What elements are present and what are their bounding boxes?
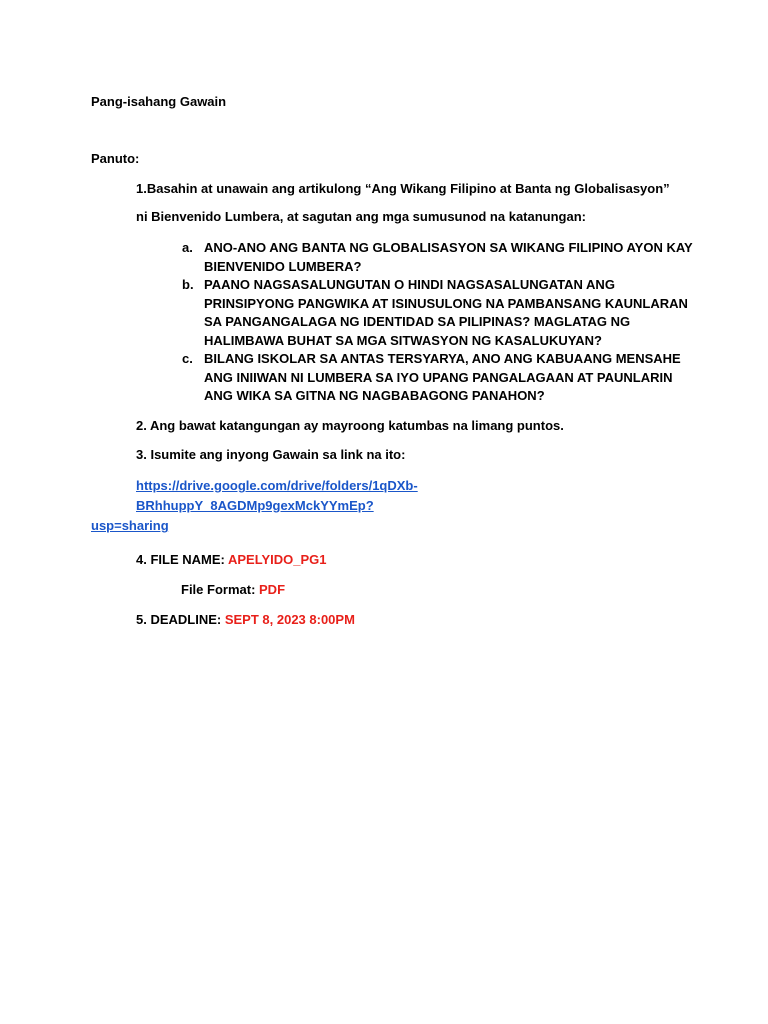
question-text: PAANO NAGSASALUNGUTAN O HINDI NAGSASALUNGATAN ANG PRINSIPYONG PANGWIKA AT ISINUSULONG NA PAMBANSANG KAUNLARAN SA PANGANGALAGA NG IDENTIDAD SA PILIPINAS? MAGLATAG NG HALIMBAWA BUHAT SA MGA SITWASYON NG KASALUKUYAN? xyxy=(204,277,688,348)
instruction-1-line-1: 1.Basahin at unawain ang artikulong “Ang Wikang Filipino at Banta ng Globalisasyon” xyxy=(136,181,670,196)
file-format-value: PDF xyxy=(259,582,286,597)
panuto-heading: Panuto: xyxy=(91,151,140,166)
file-name-label: 4. FILE NAME: xyxy=(136,552,228,567)
question-list xyxy=(182,239,702,406)
file-format-label: File Format: xyxy=(181,582,260,597)
deadline-instruction xyxy=(136,612,355,628)
submission-link-line-1[interactable]: https://drive.google.com/drive/folders/1qDXb-BRhhuppY_8AGDMp9gexMckYYmEp? xyxy=(136,478,418,513)
file-name-instruction xyxy=(136,552,326,568)
question-text: BILANG ISKOLAR SA ANTAS TERSYARYA, ANO ANG KABUAANG MENSAHE ANG INIIWAN NI LUMBERA SA IYO UPANG PANGALAGAAN AT PAUNLARIN ANG WIKA SA GITNA NG NAGBABAGONG PANAHON? xyxy=(204,351,681,403)
question-marker: c. xyxy=(182,351,193,366)
document-title: Pang-isahang Gawain xyxy=(91,94,227,109)
question-item-c xyxy=(182,350,702,406)
instruction-1-line-2: ni Bienvenido Lumbera, at sagutan ang mga sumusunod na katanungan: xyxy=(136,209,586,224)
question-text: ANO-ANO ANG BANTA NG GLOBALISASYON SA WIKANG FILIPINO AYON KAY BIENVENIDO LUMBERA? xyxy=(204,240,693,274)
instruction-2: 2. Ang bawat katangungan ay mayroong katumbas na limang puntos. xyxy=(136,418,564,433)
file-format-instruction xyxy=(181,582,285,598)
instruction-3: 3. Isumite ang inyong Gawain sa link na ito: xyxy=(136,447,406,462)
deadline-value: SEPT 8, 2023 8:00PM xyxy=(224,612,355,627)
deadline-label: 5. DEADLINE: xyxy=(136,612,225,627)
question-marker: a. xyxy=(182,240,193,255)
question-item-b xyxy=(182,276,702,350)
submission-link[interactable] xyxy=(91,476,651,536)
submission-link-line-2[interactable]: usp=sharing xyxy=(91,518,169,533)
question-marker: b. xyxy=(182,277,194,292)
file-name-value: APELYIDO_PG1 xyxy=(227,552,327,567)
question-item-a xyxy=(182,239,702,276)
